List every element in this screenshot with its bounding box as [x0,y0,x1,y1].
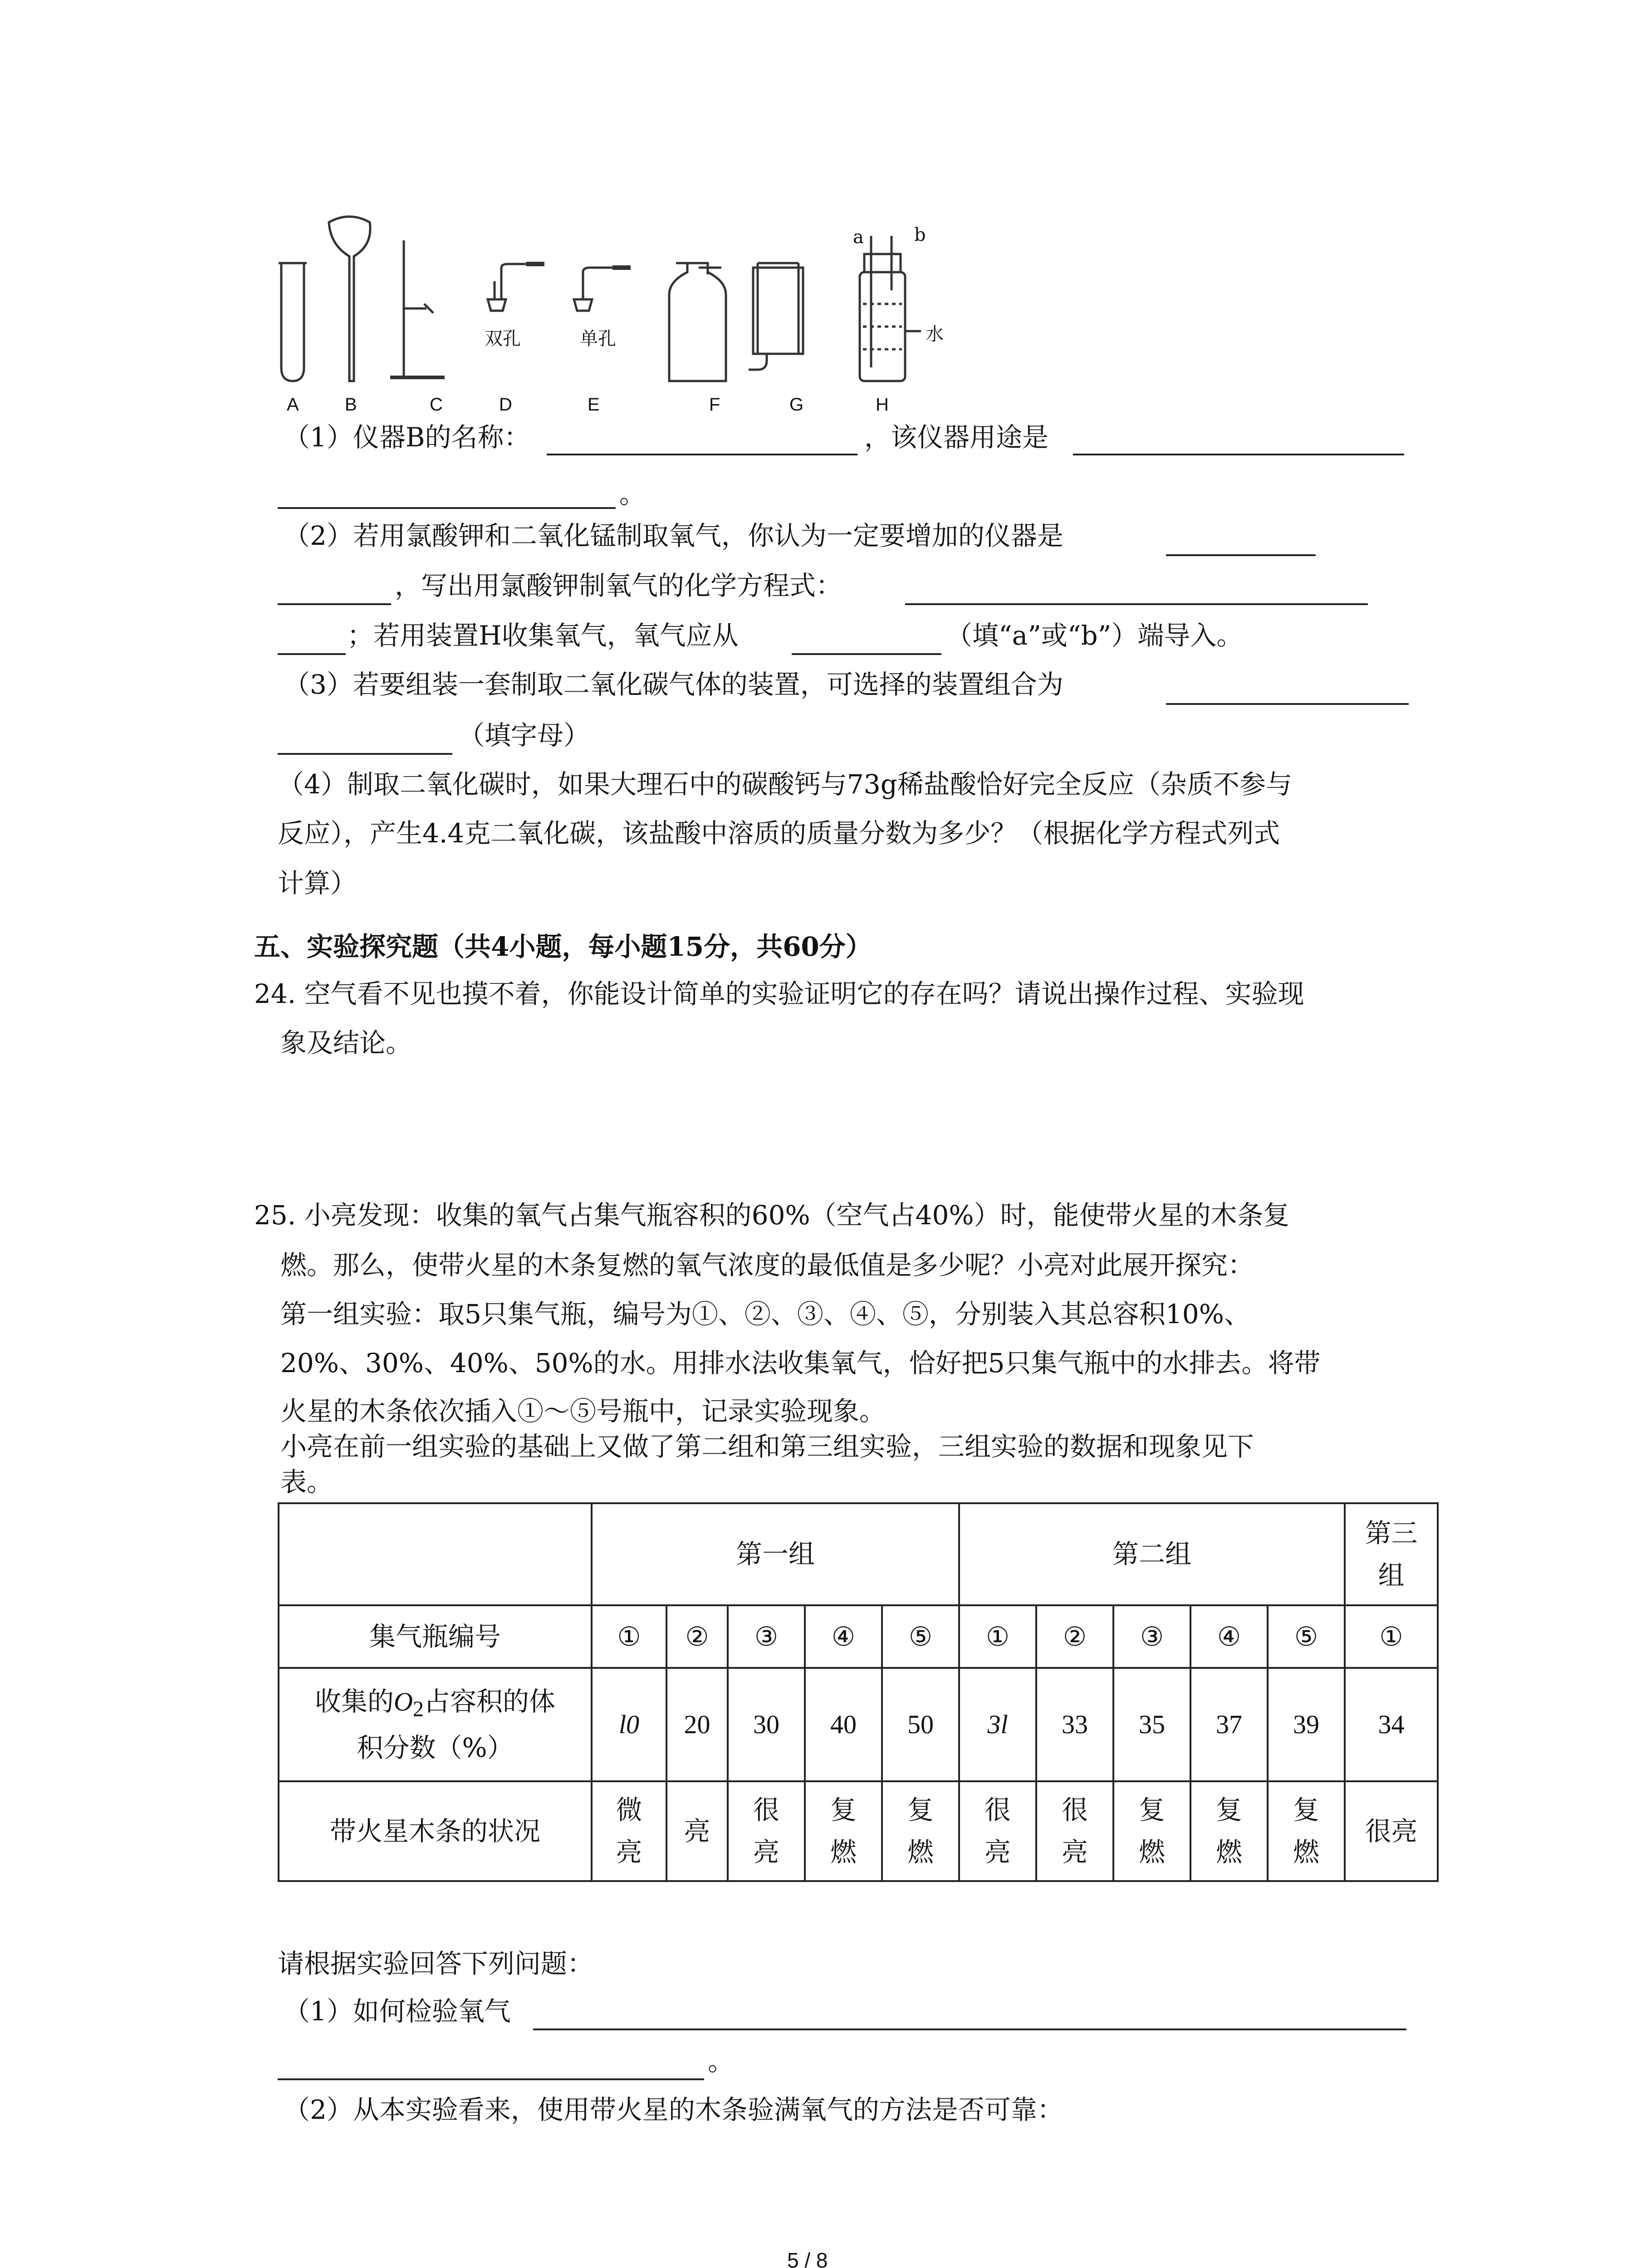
table-cell-status: 复 燃 [805,1781,882,1881]
apparatus-label-e: E [588,395,600,415]
apparatus-c-iron-stand [390,240,445,377]
table-cell-id: ① [592,1605,666,1668]
q23-part1-text-b: ，该仪器用途是 [864,422,1049,453]
q24-line1: 24. 空气看不见也摸不着，你能设计简单的实验证明它的存在吗？请说出操作过程、实验现 [254,978,1304,1009]
q25-subq1-text: （1）如何检验氧气 [284,1996,511,2027]
q23-part2-text-d: （填“a”或“b”）端导入。 [946,620,1243,651]
apparatus-h-wash-bottle [860,236,921,381]
table-cell-id: ② [666,1605,728,1668]
table-row-label: 带火星木条的状况 [279,1781,592,1881]
table-row-label: 收集的$O_2$占容积的体 积分数（%） [279,1668,592,1781]
table-cell-id: ① [959,1605,1036,1668]
apparatus-b-funnel [329,217,370,381]
table-cell-status: 复 燃 [1113,1781,1190,1881]
q23-part4-line1: （4）制取二氧化碳时，如果大理石中的碳酸钙与73g稀盐酸恰好完全反应（杂质不参与 [278,769,1292,800]
q24-line2: 象及结论。 [280,1027,412,1058]
apparatus-label-c: C [430,395,443,415]
table-cell-status: 亮 [666,1781,728,1881]
table-group3-header: 第三 组 [1345,1503,1438,1605]
q25-subq2-text: （2）从本实验看来，使用带火星的木条验满氧气的方法是否可靠： [284,2094,1063,2125]
q25-line1: 25. 小亮发现：收集的氧气占集气瓶容积的60%（空气占40%）时，能使带火星的木条复 [254,1200,1290,1231]
q25-line6: 小亮在前一组实验的基础上又做了第二组和第三组实验，三组实验的数据和现象见下 [280,1431,1254,1462]
q23-part4-line3: 计算） [278,868,357,899]
experiment-table [278,1502,1439,1882]
q23-part3-text-b: （填字母） [458,720,590,751]
table-cell-status: 复 燃 [882,1781,959,1881]
apparatus-e-caption: 单孔 [580,328,616,349]
apparatus-e-one-hole-stopper [574,268,631,311]
table-cell-value: 33 [1036,1668,1113,1781]
table-cell-id: ① [1345,1605,1438,1668]
q25-line2: 燃。那么，使带火星的木条复燃的氧气浓度的最低值是多少呢？小亮对此展开探究： [280,1250,1254,1281]
table-row-volume-fraction [279,1668,1438,1781]
table-row-bottle-id [279,1605,1438,1668]
table-cell-status: 复 燃 [1190,1781,1268,1881]
apparatus-figure [254,213,1025,422]
table-cell-id: ④ [805,1605,882,1668]
apparatus-label-d: D [499,395,512,415]
apparatus-h-label-water: 水 [926,324,944,345]
q25-subq1-blank[interactable] [533,2028,1406,2030]
table-cell-value: 34 [1345,1668,1438,1781]
q23-part3-blank-combo-cont[interactable] [278,753,452,755]
table-cell-status: 很 亮 [1036,1781,1113,1881]
table-cell-status: 很 亮 [728,1781,805,1881]
apparatus-f-gas-bottle [669,263,726,381]
q23-part2-blank-instrument[interactable] [1166,554,1316,556]
table-cell-value: 40 [805,1668,882,1781]
table-cell-value: 50 [882,1668,959,1781]
apparatus-d-two-hole-stopper [488,264,544,311]
table-cell-id: ⑤ [1268,1605,1345,1668]
table-row-label: 集气瓶编号 [279,1605,592,1668]
q23-part1-blank-name[interactable] [547,454,857,455]
q23-part2-text-c: ；若用装置H收集氧气，氧气应从 [347,620,739,651]
apparatus-g-trough [749,263,803,370]
q25-subq1-blank-cont[interactable] [278,2078,704,2080]
table-cell-value: 20 [666,1668,728,1781]
table-cell-value: 30 [728,1668,805,1781]
table-cell-value: 35 [1113,1668,1190,1781]
q23-part2-blank-equation[interactable] [905,603,1368,605]
apparatus-h-label-b: b [914,225,926,245]
table-cell-status: 很 亮 [959,1781,1036,1881]
q25-after-table: 请根据实验回答下列问题： [278,1948,594,1979]
apparatus-label-h: H [876,395,889,415]
table-cell-id: ⑤ [882,1605,959,1668]
q23-part2-text-a: （2）若用氯酸钾和二氧化锰制取氧气，你认为一定要增加的仪器是 [284,520,1063,551]
table-cell-value: 3l [959,1668,1036,1781]
q25-line5: 火星的木条依次插入①～⑤号瓶中，记录实验现象。 [280,1396,886,1427]
q23-part2-blank-instrument-cont[interactable] [278,603,391,605]
table-cell-id: ③ [728,1605,805,1668]
q25-subq1-end: 。 [708,2046,735,2077]
q25-line4: 20%、30%、40%、50%的水。用排水法收集氧气，恰好把5只集气瓶中的水排去。将带 [280,1348,1321,1378]
table-cell-status: 复 燃 [1268,1781,1345,1881]
q23-part2-blank-port[interactable] [792,653,941,655]
table-cell-status: 很亮 [1345,1781,1438,1881]
q23-part1-text-a: （1）仪器B的名称： [284,422,530,453]
apparatus-label-f: F [709,395,720,415]
table-header-row [279,1503,1438,1605]
q25-line7: 表。 [280,1466,333,1497]
table-row-splint-status [279,1781,1438,1881]
apparatus-label-g: G [789,395,804,415]
page-number: 5 / 8 [787,2248,828,2268]
apparatus-label-b: B [345,395,357,415]
section5-heading: 五、实验探究题（共4小题，每小题15分，共60分） [254,931,872,962]
apparatus-label-a: A [287,395,299,415]
q23-part3-text-a: （3）若要组装一套制取二氧化碳气体的装置，可选择的装置组合为 [284,669,1063,700]
table-cell-id: ④ [1190,1605,1268,1668]
q23-part2-blank-equation-cont[interactable] [278,653,346,655]
table-group1-header: 第一组 [592,1503,959,1605]
q25-line3: 第一组实验：取5只集气瓶，编号为①、②、③、④、⑤，分别装入其总容积10%、 [280,1299,1250,1330]
table-corner-cell [279,1503,592,1605]
table-cell-value: l0 [592,1668,666,1781]
q23-part3-blank-combo[interactable] [1166,703,1409,705]
q23-part1-blank-use-cont[interactable] [278,507,616,509]
table-cell-id: ② [1036,1605,1113,1668]
apparatus-a-test-tube [279,263,307,381]
table-cell-value: 39 [1268,1668,1345,1781]
apparatus-h-label-a: a [853,227,864,248]
table-cell-value: 37 [1190,1668,1268,1781]
table-cell-status: 微 亮 [592,1781,666,1881]
table-group2-header: 第二组 [959,1503,1345,1605]
q23-part1-end: 。 [619,479,646,509]
table-cell-id: ③ [1113,1605,1190,1668]
apparatus-d-caption: 双孔 [485,328,521,349]
q23-part1-blank-use[interactable] [1073,454,1404,455]
q23-part4-line2: 反应），产生4.4克二氧化碳，该盐酸中溶质的质量分数为多少？（根据化学方程式列式 [278,818,1280,849]
q23-part2-text-b: ，写出用氯酸钾制氧气的化学方程式： [395,570,843,601]
